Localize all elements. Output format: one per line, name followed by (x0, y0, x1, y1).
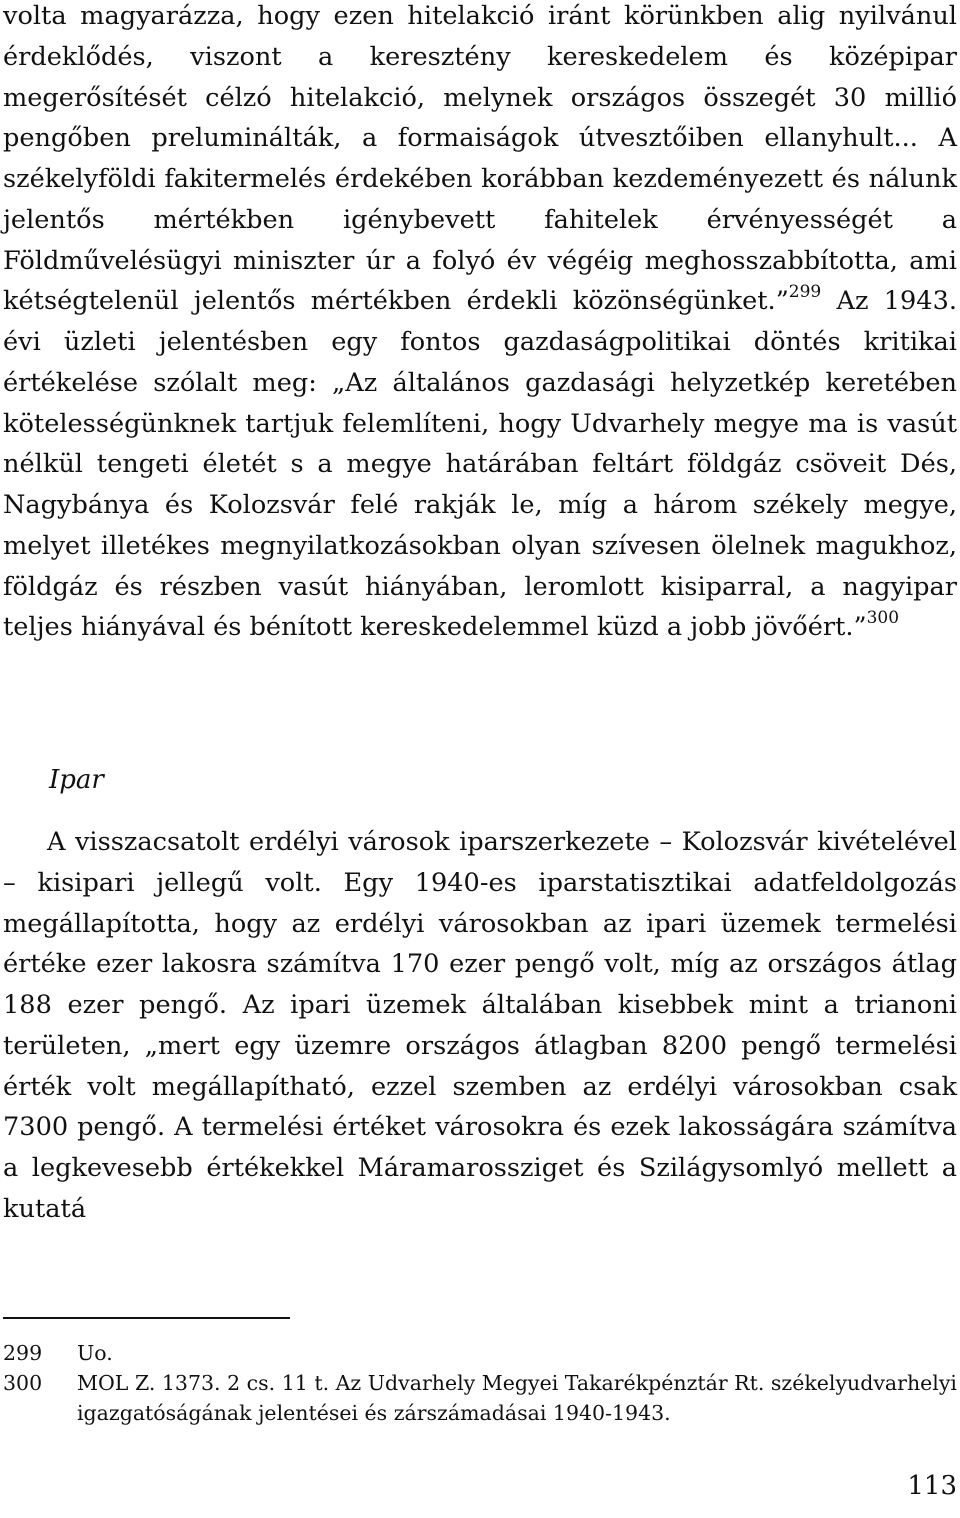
footnote-text: MOL Z. 1373. 2 cs. 11 t. Az Udvarhely Megyei Takarékpénztár Rt. székelyudvarhelyi igazgatóságának jelentései és zárszámadásai 1940-1943. (77, 1371, 957, 1425)
footnote-ref-300[interactable]: 300 (866, 608, 900, 629)
body-paragraph-2 (3, 822, 957, 1230)
section-heading: Ipar (49, 765, 104, 795)
footnotes (3, 1338, 957, 1428)
footnote-299 (3, 1338, 957, 1368)
footnote-text: Uo. (77, 1341, 113, 1365)
footnote-ref-299[interactable]: 299 (788, 282, 822, 303)
footnote-number: 299 (3, 1341, 43, 1365)
footnote-number: 300 (3, 1371, 43, 1395)
paragraph-1-text-a: volta magyarázza, hogy ezen hitelakció iránt körünkben alig nyilvánul érdeklődés, viszont a keresztény kereskedelem és középipar megerősítését célzó hitelakció, melynek országos összegét 30 millió pengőben preluminálták, a formaiságok útvesztőiben ellanyhult... A székelyföldi fakitermelés érdekében korábban kezdeményezett és nálunk jelentős mértékben igénybevett fahitelek érvényességét a Földművelésügyi miniszter úr a folyó év végéig meghosszabbította, ami kétségtelenül jelentős mértékben érdekli közönségünket.” (3, 1, 957, 317)
page-number: 113 (907, 1471, 957, 1501)
footnote-300 (3, 1368, 957, 1428)
paragraph-1-text-b: Az 1943. évi üzleti jelentésben egy fontos gazdaságpolitikai döntés kritikai értékelése szólalt meg: „Az általános gazdasági helyzetkép keretében kötelességünknek tartjuk felemlíteni, hogy Udvarhely megye ma is vasút nélkül tengeti életét s a megye határában feltárt földgáz csöveit Dés, Nagybánya és Kolozsvár felé rakják le, míg a három székely megye, melyet illetékes megnyilatkozásokban olyan szívesen ölelnek magukhoz, földgáz és részben vasút hiányában, leromlott kisiparral, a nagyipar teljes hiányával és bénított kereskedelemmel küzd a jobb jövőért.” (3, 286, 957, 643)
book-page (3, 0, 957, 1518)
paragraph-2-text: A visszacsatolt erdélyi városok iparszerkezete – Kolozsvár kivételével – kisipari jellegű volt. Egy 1940-es iparstatisztikai adatfeldolgozás megállapította, hogy az erdélyi városokban az ipari üzemek termelési értéke ezer lakosra számítva 170 ezer pengő volt, míg az országos átlag 188 ezer pengő. Az ipari üzemek általában kisebbek mint a trianoni területen, „mert egy üzemre országos átlagban 8200 pengő termelési érték volt megállapítható, ezzel szemben az erdélyi városokban csak 7300 pengő. A termelési értéket városokra és ezek lakosságára számítva a legkevesebb értékekkel Máramarossziget és Szilágysomlyó mellett a kutatá (3, 827, 957, 1224)
body-paragraph-1 (3, 0, 957, 648)
footnote-separator (3, 1317, 290, 1319)
